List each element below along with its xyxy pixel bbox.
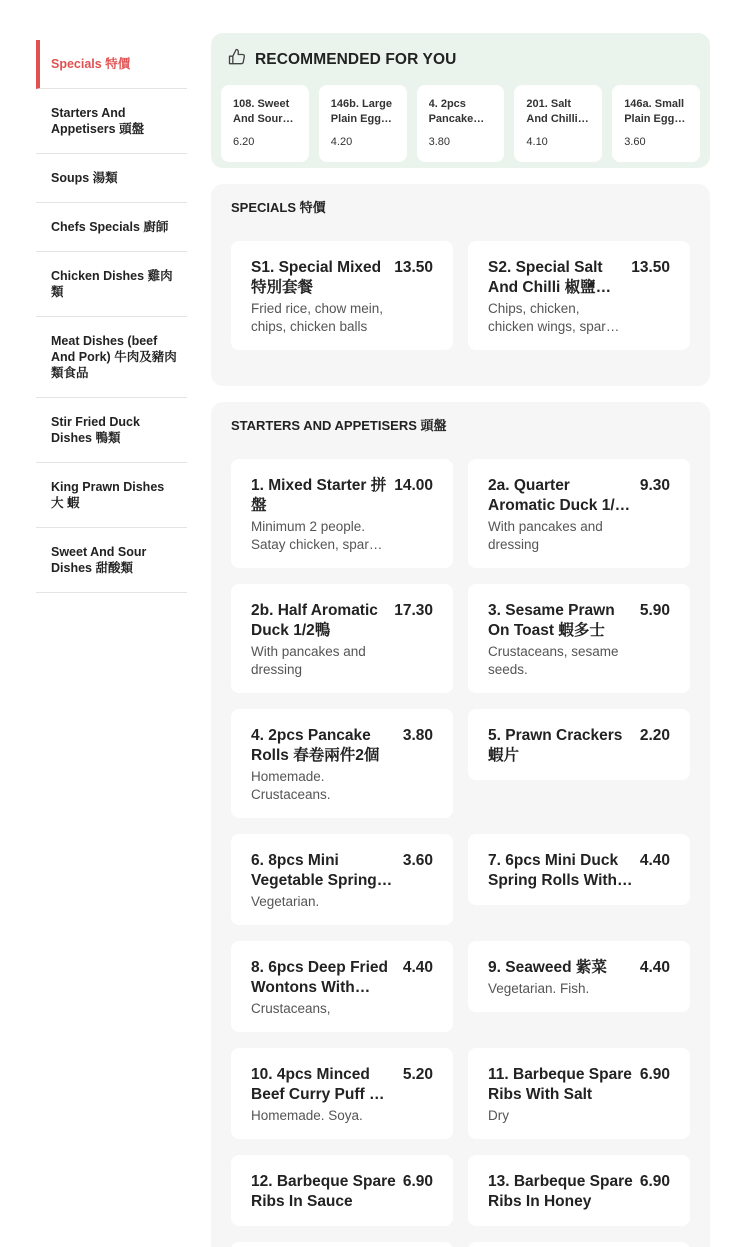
menu-item-card[interactable] [468, 834, 690, 905]
menu-item-text [488, 601, 634, 679]
menu-section [211, 184, 710, 386]
menu-item-description: Homemade. Soya. [251, 1108, 363, 1123]
menu-item-price: 3.80 [402, 727, 433, 744]
menu-item-description: Vegetarian. Fish. [488, 981, 590, 996]
menu-item-price: 6.90 [639, 1173, 670, 1190]
menu-item-name: 2a. Quarter Aromatic Duck 1/4 [488, 477, 624, 514]
recommended-panel [211, 33, 710, 168]
menu-item-description: Fried rice, chow mein, chips, chicken balls [251, 301, 384, 334]
menu-item-text [251, 851, 397, 911]
sidebar-item-soups[interactable]: Soups 湯類 [36, 154, 187, 203]
menu-item-price: 5.20 [402, 1066, 433, 1083]
sidebar-item-king-prawn-dishes[interactable]: King Prawn Dishes 大 蝦 [36, 463, 187, 528]
menu-item-card[interactable] [231, 241, 453, 350]
menu-item-card[interactable] [231, 941, 453, 1032]
menu-item-name: 3. Sesame Prawn On Toast 蝦多士 [488, 602, 615, 639]
menu-item-name: 12. Barbeque Spare Ribs In Sauce [251, 1173, 396, 1210]
menu-item-description: Homemade. Crustaceans. [251, 769, 331, 802]
recommended-title: RECOMMENDED FOR YOU [255, 50, 457, 68]
recommended-card[interactable] [417, 85, 505, 162]
category-sidebar [36, 40, 187, 593]
menu-main [211, 33, 710, 1247]
menu-item-price: 2.20 [639, 727, 670, 744]
menu-item-price: 17.30 [394, 602, 433, 619]
menu-item-price: 13.50 [394, 259, 433, 276]
menu-item-name: 5. Prawn Crackers 蝦片 [488, 727, 623, 764]
menu-item-description: Crustaceans, [251, 1001, 331, 1016]
menu-item-text [251, 1065, 397, 1125]
menu-item-text [251, 601, 388, 679]
recommended-item-name: 146a. Small Plain Egg [624, 98, 685, 125]
recommended-item-name: 201. Salt And Chilli [526, 98, 578, 125]
menu-item-name: 7. 6pcs Mini Duck Spring Rolls With [488, 852, 619, 889]
menu-item-text [488, 1172, 634, 1212]
menu-item-card[interactable] [468, 941, 690, 1012]
menu-item-price: 6.90 [639, 1066, 670, 1083]
menu-section [211, 402, 710, 1247]
sidebar-item-specials[interactable]: Specials 特價 [36, 40, 187, 89]
menu-item-price: 4.40 [639, 959, 670, 976]
menu-item-text [488, 851, 634, 891]
menu-item-description: Minimum 2 people. Satay chicken, spare [251, 519, 377, 552]
menu-item-card[interactable] [231, 1048, 453, 1139]
recommended-list [221, 85, 700, 162]
menu-item-price: 14.00 [394, 477, 433, 494]
menu-item-name: 8. 6pcs Deep Fried Wontons With [251, 959, 388, 996]
menu-item-name: 10. 4pcs Minced Beef Curry Puff 咖 [251, 1066, 385, 1103]
recommended-item-name: 108. Sweet And Sour [233, 98, 290, 125]
menu-item-name: 4. 2pcs Pancake Rolls 春卷兩件2個 [251, 727, 380, 764]
menu-item-price: 4.40 [402, 959, 433, 976]
sidebar-item-chicken-dishes[interactable]: Chicken Dishes 雞肉類 [36, 252, 187, 317]
menu-item-price: 13.50 [631, 259, 670, 276]
thumbs-up-icon [227, 47, 247, 72]
menu-item-card[interactable] [231, 459, 453, 568]
menu-item-grid [231, 459, 690, 1247]
menu-item-text [251, 958, 397, 1018]
menu-item-name: S2. Special Salt And Chilli 椒鹽特 [488, 259, 612, 296]
menu-item-card[interactable] [231, 584, 453, 693]
sidebar-item-sweet-and-sour-dishes[interactable]: Sweet And Sour Dishes 甜酸類 [36, 528, 187, 593]
recommended-card[interactable] [612, 85, 700, 162]
menu-item-text [251, 1172, 397, 1212]
menu-item-description: With pancakes and dressing [251, 644, 366, 677]
menu-item-card[interactable] [468, 1048, 690, 1139]
recommended-item-name: 4. 2pcs Pancake [428, 98, 474, 125]
menu-item-card[interactable] [231, 1155, 453, 1226]
menu-item-name: 6. 8pcs Mini Vegetable Spring [251, 852, 377, 889]
menu-item-card[interactable] [468, 584, 690, 693]
menu-item-card[interactable] [468, 241, 690, 350]
menu-item-price: 5.90 [639, 602, 670, 619]
menu-item-card[interactable] [231, 834, 453, 925]
menu-item-text [488, 726, 634, 766]
recommended-item-name: 146b. Large Plain Egg [330, 98, 392, 125]
sidebar-item-meat-dishes-beef-and-pork[interactable]: Meat Dishes (beef And Pork) 牛肉及豬肉類食品 [36, 317, 187, 398]
menu-item-price: 6.90 [402, 1173, 433, 1190]
menu-item-text [488, 476, 634, 554]
sidebar-item-stir-fried-duck-dishes[interactable]: Stir Fried Duck Dishes 鴨類 [36, 398, 187, 463]
recommended-item-price: 4.20 [330, 136, 353, 148]
recommended-item-price: 6.20 [233, 136, 255, 148]
menu-item-name: S1. Special Mixed 特別套餐 [251, 259, 382, 296]
menu-item-description: Dry [488, 1108, 509, 1123]
menu-item-card[interactable] [468, 1155, 690, 1226]
recommended-header [227, 47, 700, 72]
recommended-card[interactable] [319, 85, 407, 162]
section-title: STARTERS AND APPETISERS 頭盤 [231, 418, 447, 433]
menu-item-name: 11. Barbeque Spare Ribs With Salt [488, 1066, 632, 1103]
menu-item-description: Chips, chicken, chicken wings, spare [488, 301, 614, 334]
recommended-item-price: 3.80 [428, 136, 451, 148]
menu-item-card[interactable] [468, 709, 690, 780]
menu-item-card[interactable] [468, 1242, 690, 1247]
menu-item-price: 4.40 [639, 852, 670, 869]
menu-item-text [251, 726, 397, 804]
menu-item-name: 9. Seaweed 紫菜 [488, 959, 607, 976]
section-title: SPECIALS 特價 [231, 200, 326, 215]
menu-item-text [488, 258, 625, 336]
recommended-item-price: 4.10 [526, 136, 548, 148]
menu-item-price: 3.60 [402, 852, 433, 869]
menu-item-text [488, 1065, 634, 1125]
menu-item-grid [231, 241, 690, 366]
recommended-card[interactable] [221, 85, 309, 162]
recommended-item-price: 3.60 [624, 136, 646, 148]
recommended-card[interactable] [514, 85, 602, 162]
menu-item-card[interactable] [231, 709, 453, 818]
menu-item-description: With pancakes and dressing [488, 519, 603, 552]
menu-item-text [488, 958, 634, 998]
menu-item-name: 2b. Half Aromatic Duck 1/2鴨 [251, 602, 378, 639]
menu-item-card[interactable] [468, 459, 690, 568]
menu-item-description: Crustaceans, sesame seeds. [488, 644, 619, 677]
sidebar-item-chefs-specials[interactable]: Chefs Specials 廚師 [36, 203, 187, 252]
menu-item-text [251, 258, 388, 336]
menu-item-name: 13. Barbeque Spare Ribs In Honey [488, 1173, 633, 1210]
menu-item-name: 1. Mixed Starter 拼盤 [251, 477, 387, 514]
menu-item-text [251, 476, 388, 554]
menu-item-description: Vegetarian. [251, 894, 320, 909]
menu-item-card[interactable] [231, 1242, 453, 1247]
menu-item-price: 9.30 [639, 477, 670, 494]
sidebar-item-starters-and-appetisers[interactable]: Starters And Appetisers 頭盤 [36, 89, 187, 154]
